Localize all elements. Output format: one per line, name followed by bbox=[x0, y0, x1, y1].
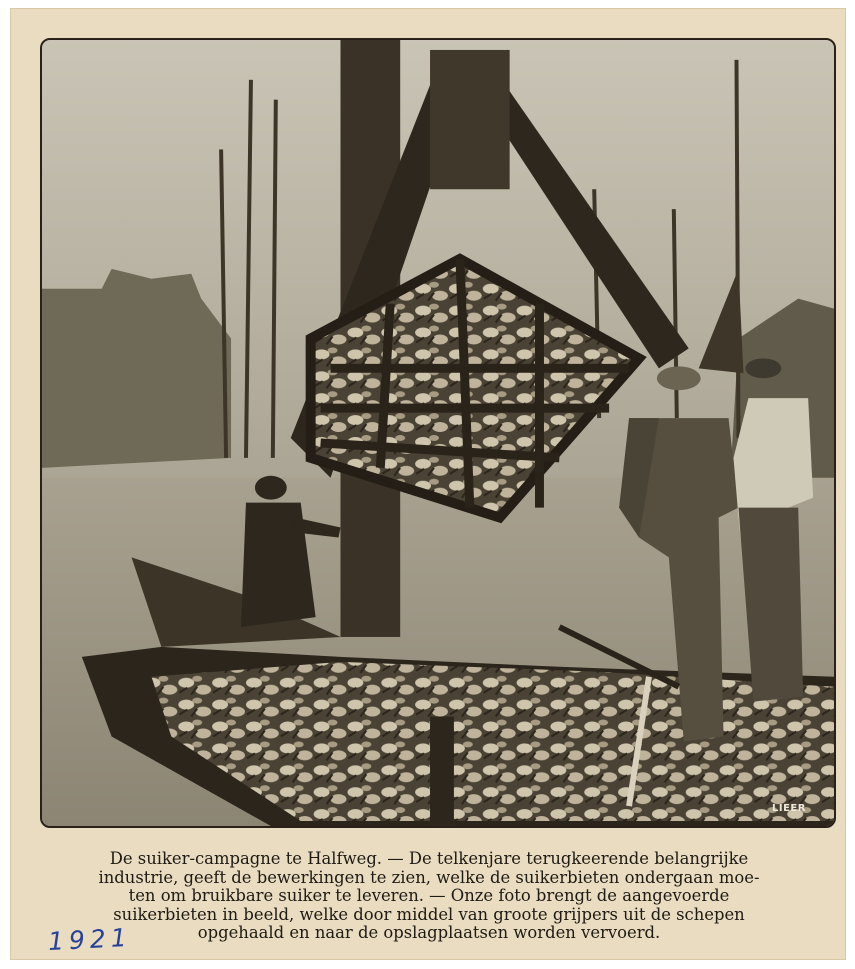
caption-line: opgehaald en naar de opslagplaatsen worden vervoerd. bbox=[197, 923, 661, 943]
newspaper-clipping bbox=[10, 8, 846, 960]
handwritten-year-annotation: 1921 bbox=[47, 922, 133, 957]
caption-line: ten om bruikbare suiker te leveren. — Onze foto brengt de aangevoerde bbox=[128, 886, 730, 906]
caption-line: industrie, geeft de bewerkingen te zien, welke de suikerbieten ondergaan moe- bbox=[98, 867, 760, 887]
caption-line: De suiker-campagne te Halfweg. — De telkenjare terugkeerende belangrijke bbox=[109, 849, 749, 868]
mooring-post bbox=[430, 717, 454, 826]
photograph bbox=[40, 38, 836, 828]
caption-line: suikerbieten in beeld, welke door middel van groote grijpers uit de schepen bbox=[113, 904, 745, 924]
photographer-signature: LIEER bbox=[772, 803, 806, 814]
photo-caption bbox=[64, 850, 794, 943]
harbor-photo-illustration bbox=[42, 40, 834, 826]
